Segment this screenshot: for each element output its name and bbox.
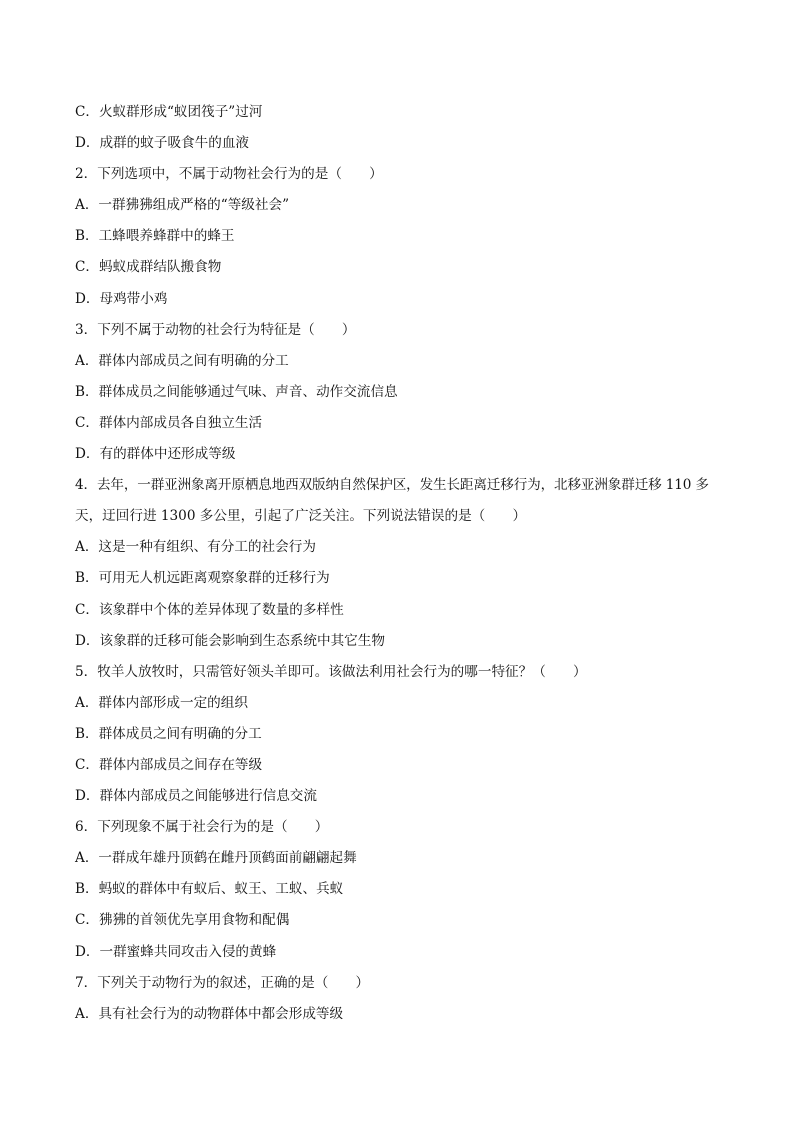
option-line: A．群体内部形成一定的组织 — [75, 694, 248, 711]
option-line: A．具有社会行为的动物群体中都会形成等级 — [75, 1005, 344, 1022]
option-line: B．可用无人机远距离观察象群的迁移行为 — [75, 570, 330, 587]
question-6-stem: 6．下列现象不属于社会行为的是（ ） — [75, 819, 329, 836]
option-line: C．群体内部成员之间存在等级 — [75, 756, 263, 773]
option-line: A．一群狒狒组成严格的“等级社会” — [75, 197, 290, 214]
question-7-stem: 7．下列关于动物行为的叙述，正确的是（ ） — [75, 974, 370, 991]
option-line: D．群体内部成员之间能够进行信息交流 — [75, 788, 317, 805]
question-4-stem-continued: 天，迂回行进 1300 多公里，引起了广泛关注。下列说法错误的是（ ） — [75, 508, 527, 525]
option-line: B．蚂蚁的群体中有蚁后、蚁王、工蚁、兵蚁 — [75, 881, 344, 898]
option-line: A．这是一种有组织、有分工的社会行为 — [75, 539, 316, 556]
question-3-stem: 3．下列不属于动物的社会行为特征是（ ） — [75, 321, 356, 338]
text-line: D．成群的蚊子吸食牛的血液 — [75, 135, 250, 152]
option-line: D．有的群体中还形成等级 — [75, 446, 236, 463]
question-5-stem: 5．牧羊人放牧时，只需管好领头羊即可。该做法利用社会行为的哪一特征？（ ） — [75, 663, 587, 680]
option-line: B．群体成员之间有明确的分工 — [75, 725, 262, 742]
option-line: B．工蜂喂养蜂群中的蜂王 — [75, 228, 235, 245]
question-2-stem: 2．下列选项中，不属于动物社会行为的是（ ） — [75, 166, 383, 183]
option-line: B．群体成员之间能够通过气味、声音、动作交流信息 — [75, 383, 398, 400]
option-line: A．一群成年雄丹顶鹤在雌丹顶鹤面前翩翩起舞 — [75, 850, 357, 867]
option-line: D．一群蜜蜂共同攻击入侵的黄蜂 — [75, 943, 277, 960]
option-line: C．群体内部成员各自独立生活 — [75, 414, 263, 431]
option-line: C．狒狒的首领优先享用食物和配偶 — [75, 912, 290, 929]
question-text — [75, 101, 725, 1034]
option-line: D．该象群的迁移可能会影响到生态系统中其它生物 — [75, 632, 385, 649]
option-line: C．蚂蚁成群结队搬食物 — [75, 259, 222, 276]
text-line: C．火蚁群形成“蚁团筏子”过河 — [75, 104, 263, 120]
option-line: D．母鸡带小鸡 — [75, 290, 168, 307]
option-line: C．该象群中个体的差异体现了数量的多样性 — [75, 601, 344, 618]
option-line: A．群体内部成员之间有明确的分工 — [75, 352, 289, 369]
question-4-stem: 4．去年，一群亚洲象离开原栖息地西双版纳自然保护区，发生长距离迁移行为，北移亚洲象群迁移 110 多 — [75, 477, 709, 494]
